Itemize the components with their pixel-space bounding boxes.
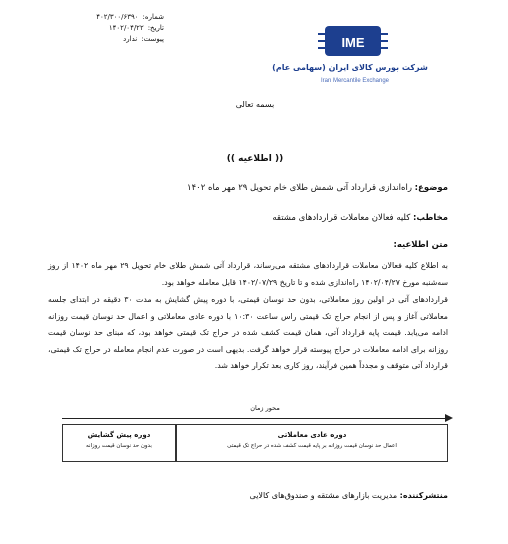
date-value: ۱۴۰۲/۰۴/۲۲ [108, 24, 144, 32]
number-label: شماره: [142, 13, 164, 21]
company-name-en: Iran Mercantile Exchange [320, 78, 390, 84]
time-axis-label: محور زمان [250, 404, 280, 412]
addressee-label: مخاطب: [413, 213, 448, 223]
time-axis-arrow-icon [445, 414, 453, 422]
normal-trading-title: دوره عادی معاملاتی [277, 431, 347, 439]
subject-line [48, 183, 448, 193]
number-value: ۴۰۲/۳۰۰/۶۳۹۰ [96, 13, 139, 21]
addressee-text: کلیه فعالان معاملات قراردادهای مشتقه [272, 213, 411, 223]
pre-opening-period-box [62, 424, 176, 462]
body-title: متن اطلاعیه: [393, 240, 448, 250]
date-label: تاریخ: [147, 24, 164, 32]
company-name-fa: شرکت بورس کالای ایران (سهامی عام) [272, 63, 428, 72]
normal-trading-period-box [176, 424, 448, 462]
publisher-line [48, 491, 448, 500]
addressee-line [48, 213, 448, 223]
time-axis-line [62, 418, 447, 419]
date-row [44, 23, 164, 34]
attachment-label: پیوست: [141, 35, 164, 43]
body-paragraph-1: به اطلاع کلیه فعالان معاملات قراردادهای مشتقه می‌رساند، قرارداد آتی شمش طلای خام تحویل ۲۹ مهر ماه ۱۴۰۲ از روز سه‌شنبه مورخ ۱۴۰۲/۰۴/۲۷ راه‌اندازی شده و تا تاریخ ۱۴۰۲/۰۷/۲۹ قابل معامله خواهد بود. [48, 261, 448, 287]
pre-opening-title: دوره پیش گشایش [87, 431, 151, 439]
document-meta [44, 12, 164, 45]
bismillah: بسمه تعالی [235, 100, 275, 109]
publisher-label: منتشرکننده: [399, 491, 448, 500]
announcement-title: (( اطلاعیه )) [226, 154, 284, 164]
attachment-value: ندارد [123, 35, 138, 43]
logo-text: IME [341, 35, 365, 50]
publisher-text: مدیریت بازارهای مشتقه و صندوق‌های کالایی [249, 491, 398, 500]
subject-text: راه‌اندازی قرارداد آتی شمش طلای خام تحویل ۲۹ مهر ماه ۱۴۰۲ [187, 183, 412, 193]
attachment-row [44, 34, 164, 45]
ime-logo [310, 24, 396, 60]
number-row [44, 12, 164, 23]
normal-trading-desc: اعمال حد نوسان قیمت روزانه بر پایه قیمت کشف شده در حراج تک قیمتی [227, 443, 397, 449]
body-paragraph-2: قراردادهای آتی در اولین روز معاملاتی، بدون حد نوسان قیمتی، با دوره پیش گشایش به مدت ۳۰ دقیقه در ابتدای جلسه معاملاتی آغاز و پس از انجام حراج تک قیمتی راس ساعت ۱۰:۳۰ با دوره عادی معاملاتی و اعمال حد نوسان قیمت روزانه ادامه می‌یابد. قیمت پایه قرارداد آتی، همان قیمت کشف شده در حراج تک قیمتی خواهد بود، که مبنای حد نوسان قیمت روزانه برای ادامه معاملات در حراج پیوسته قرار خواهد گرفت. بدیهی است در صورت عدم انجام معامله در حراج تک قیمتی، قرارداد آتی متوقف و مجدداً همین فرآیند، روز کاری بعد تکرار خواهد شد. [48, 295, 448, 370]
subject-label: موضوع: [414, 183, 448, 193]
pre-opening-desc: بدون حد نوسان قیمت روزانه [86, 443, 152, 449]
